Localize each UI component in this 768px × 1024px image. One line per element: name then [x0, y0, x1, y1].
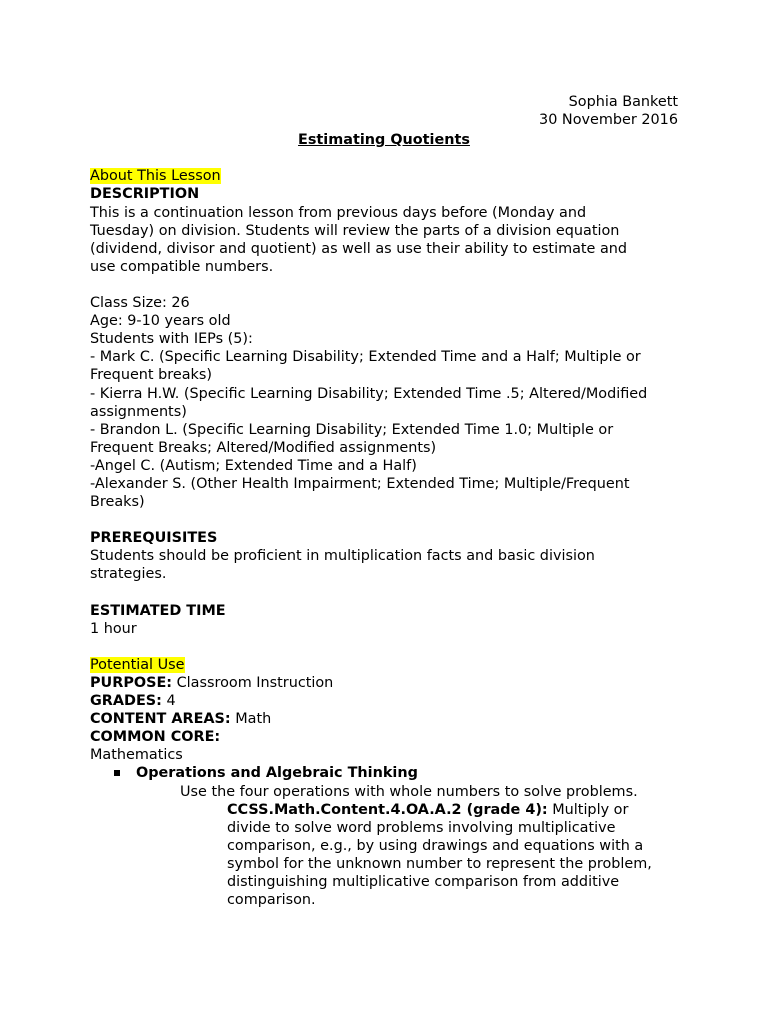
common-core-subject: Mathematics — [90, 747, 183, 764]
description-label: DESCRIPTION — [90, 186, 200, 203]
iep-student: - Brandon L. (Specific Learning Disability; Extended Time 1.0; Multiple or — [90, 421, 614, 438]
iep-student: - Mark C. (Specific Learning Disability; Extended Time and a Half; Multiple or — [90, 349, 641, 366]
iep-student: - Kierra H.W. (Specific Learning Disability; Extended Time .5; Altered/Modified — [90, 385, 648, 402]
description-text: This is a continuation lesson from previous days before (Monday and Tuesday) on division. Students will review the parts of a division equation (dividend, divisor and quotient) as well as use their ability to estimate and use compatible numbers. — [90, 204, 628, 275]
author-name: Sophia Bankett — [568, 94, 678, 110]
standard-cluster: Use the four operations with whole numbers to solve problems. — [180, 783, 638, 800]
square-bullet-icon — [114, 770, 120, 776]
prerequisites-text: Students should be proficient in multiplication facts and basic division strategies. — [90, 548, 595, 583]
estimated-time-value: 1 hour — [90, 620, 137, 637]
iep-student: -Angel C. (Autism; Extended Time and a Half) — [90, 457, 417, 474]
about-lesson-heading: About This Lesson — [90, 168, 221, 185]
content-areas-line: CONTENT AREAS: Math — [90, 711, 272, 728]
iep-student: -Alexander S. (Other Health Impairment; Extended Time; Multiple/Frequent — [90, 475, 630, 492]
standard-code: CCSS.Math.Content.4.OA.A.2 (grade 4): — [227, 801, 548, 818]
page-title: Estimating Quotients — [298, 132, 470, 149]
list-item — [90, 764, 690, 782]
lesson-date: 30 November 2016 — [539, 112, 678, 129]
class-info: Class Size: 26 Age: 9-10 years old Students with IEPs (5): - Mark C. (Specific Learning Disability; Extended Time and a Half; Multiple or Frequent breaks) - Kierra H.W. (Specific Learning Disability; Extended Time .5; Altered/Modified assignments) - Brandon L. (Specific Learning Disability; Extended Time 1.0; Multiple or Frequent Breaks; Altered/Modified assignments) -Angel C. (Autism; Extended Time and a Half) -Alexander S. (Other Health Impairment; Extended Time; Multiple/Frequent Breaks) — [90, 294, 690, 511]
class-size: Class Size: 26 — [90, 295, 190, 312]
standard-domain: Operations and Algebraic Thinking — [136, 765, 418, 782]
prerequisites-label: PREREQUISITES — [90, 530, 218, 547]
common-core-label: COMMON CORE: — [90, 729, 221, 746]
grades-line: GRADES: 4 — [90, 693, 176, 710]
standards-list — [90, 764, 690, 782]
standard-detail: CCSS.Math.Content.4.OA.A.2 (grade 4): Multiply or divide to solve word problems involving multiplicative comparison, e.g., by using drawings and equations with a symbol for the unknown number to represent the problem, distinguishing multiplicative comparison from additive comparison. — [227, 801, 652, 909]
estimated-time-label: ESTIMATED TIME — [90, 602, 226, 619]
potential-use-heading: Potential Use — [90, 656, 185, 673]
purpose-line: PURPOSE: Classroom Instruction — [90, 675, 334, 691]
document-body — [90, 93, 690, 909]
student-age: Age: 9-10 years old — [90, 313, 231, 330]
iep-heading: Students with IEPs (5): — [90, 331, 253, 348]
